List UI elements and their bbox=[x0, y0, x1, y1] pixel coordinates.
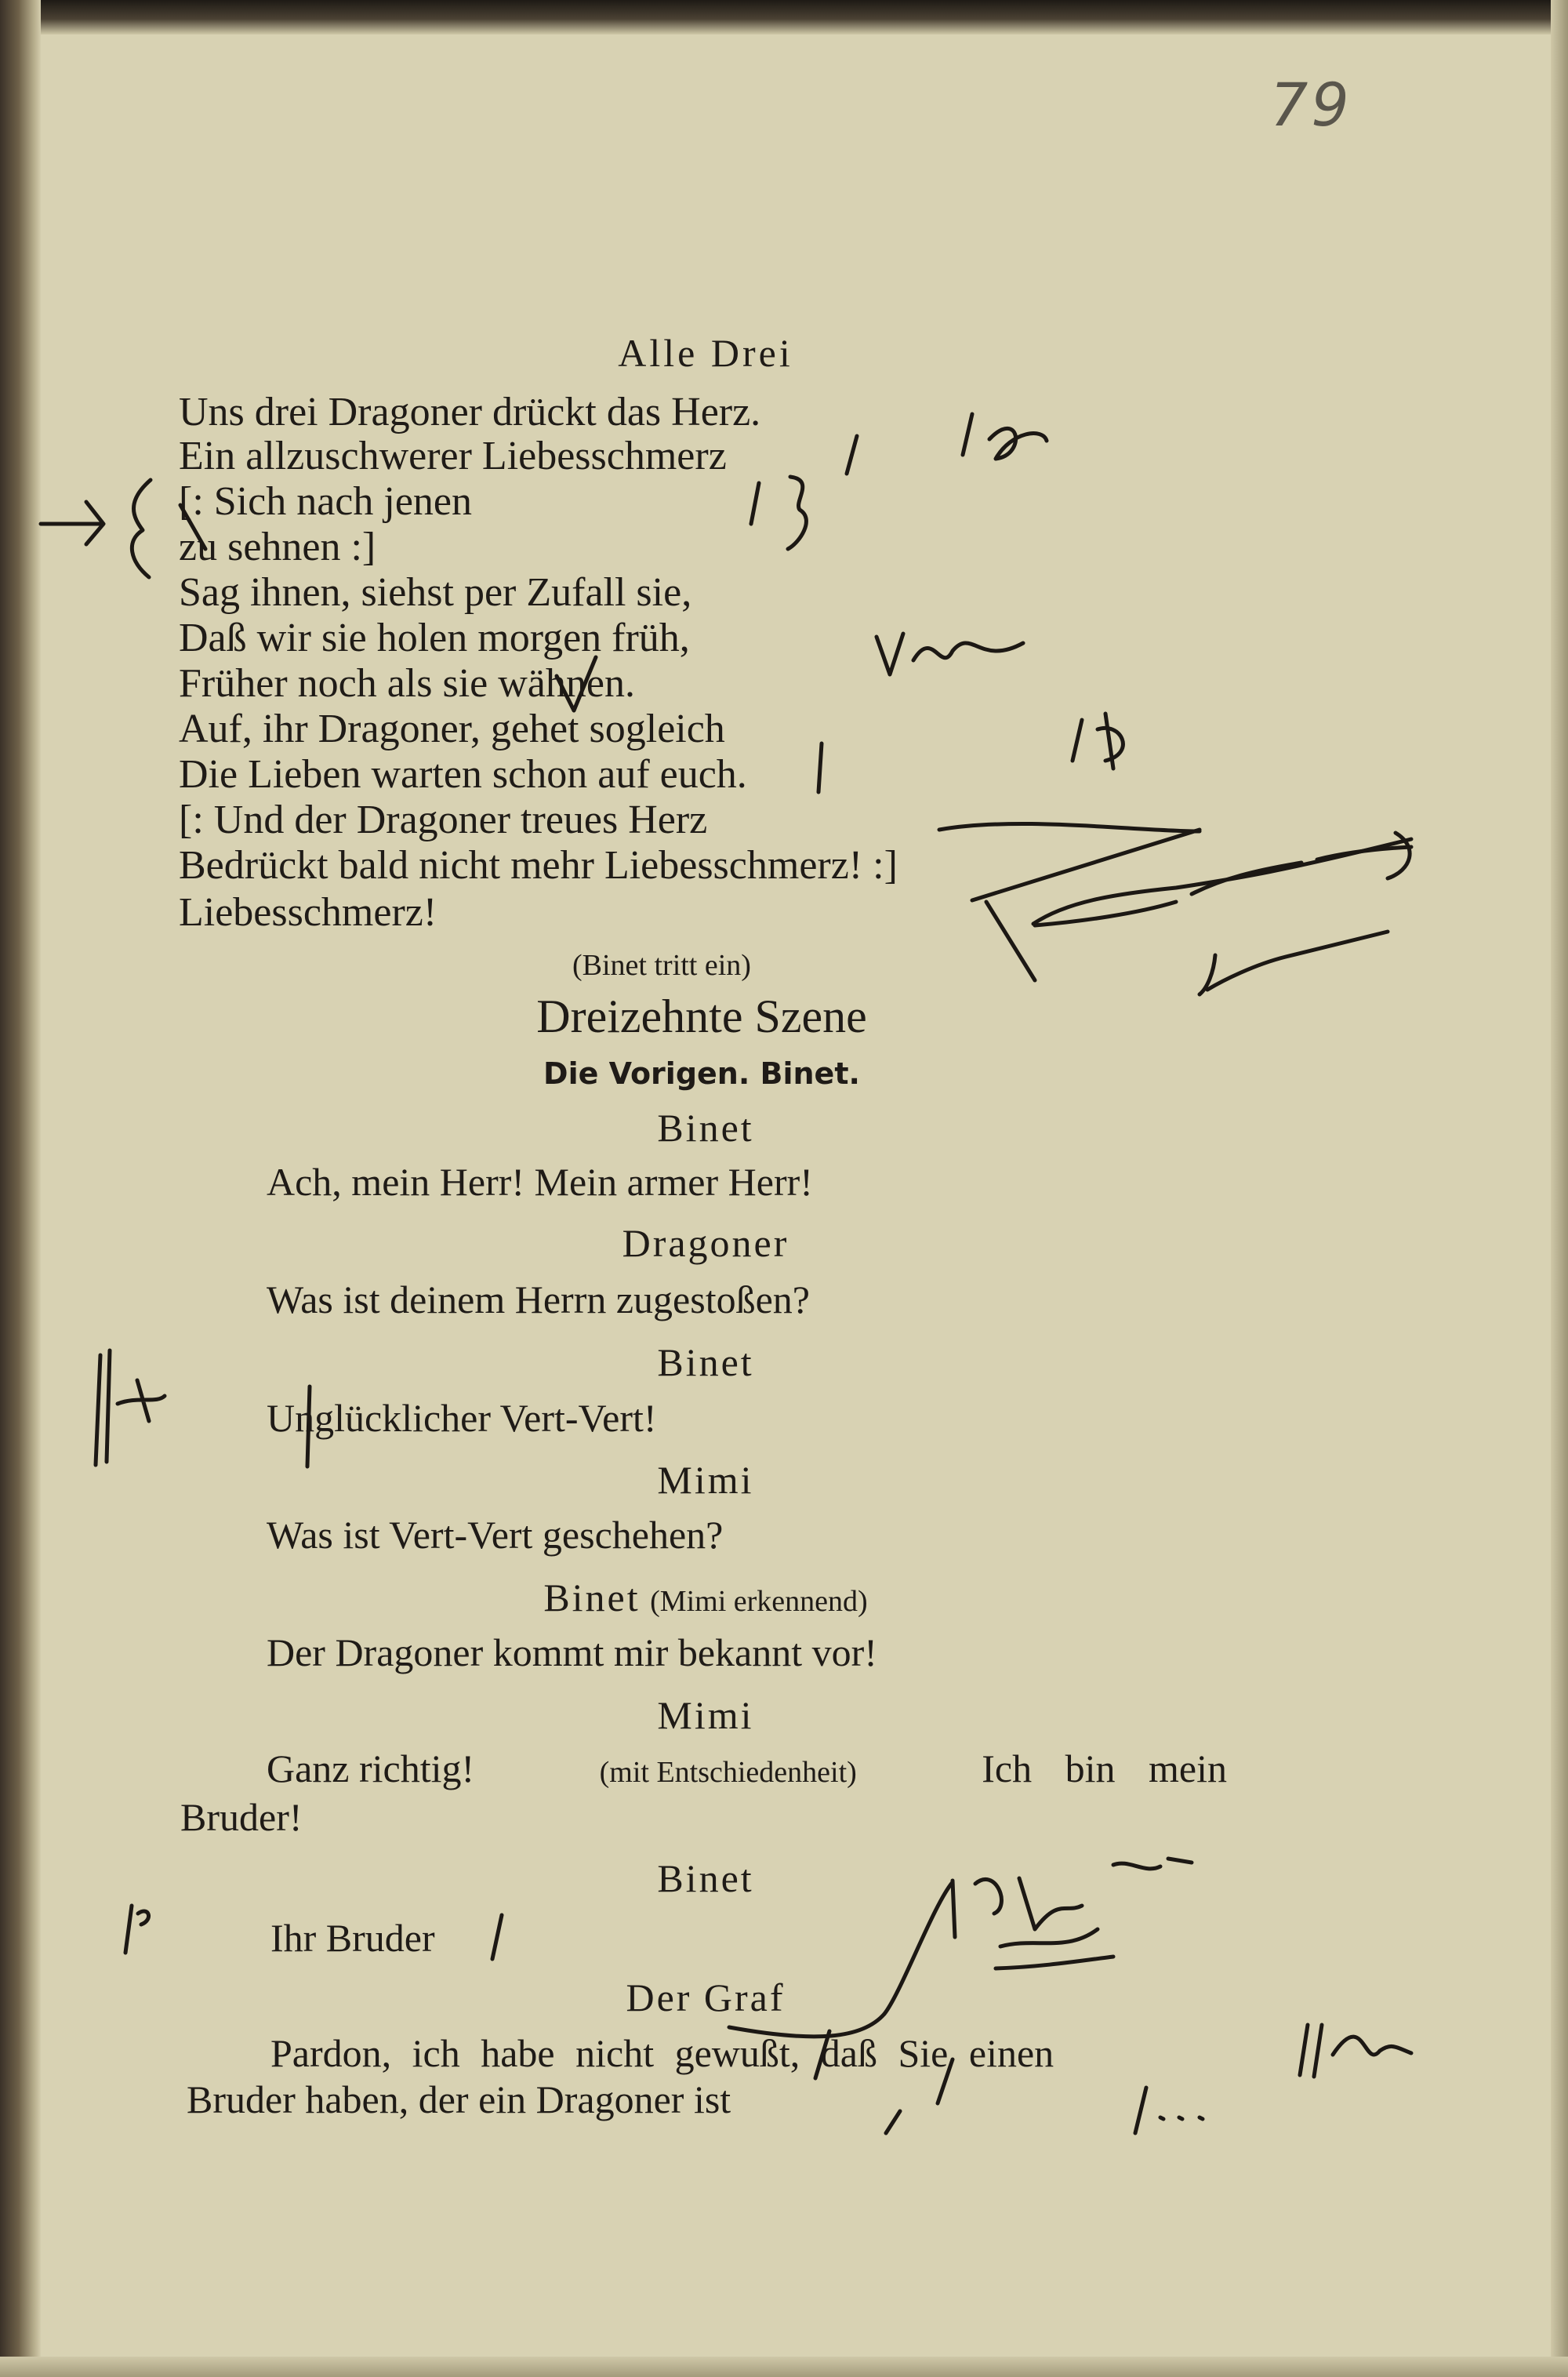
page-top-shadow bbox=[0, 0, 1568, 35]
dialogue-text: Ganz richtig! bbox=[267, 1746, 475, 1790]
verse-line: Bedrückt bald nicht mehr Liebesschmerz! :] bbox=[179, 843, 898, 888]
dialogue-continuation: Bruder! bbox=[180, 1795, 303, 1839]
dialogue-line: Was ist Vert-Vert geschehen? bbox=[267, 1513, 724, 1557]
dialogue-continuation: Bruder haben, der ein Dragoner ist bbox=[187, 2077, 731, 2121]
verse-line: Ein allzuschwerer Liebesschmerz bbox=[179, 434, 727, 478]
dialogue-line: Ihr Bruder bbox=[270, 1916, 435, 1960]
dialogue-text: Ich bin mein bbox=[982, 1746, 1227, 1790]
verse-line: Daß wir sie holen morgen früh, bbox=[179, 616, 690, 660]
stage-direction: (Binet tritt ein) bbox=[572, 949, 751, 982]
verse-line: Auf, ihr Dragoner, gehet sogleich bbox=[179, 707, 725, 751]
speaker-name: Binet bbox=[657, 1106, 754, 1150]
page-right-edge bbox=[1551, 0, 1568, 2377]
speaker-name: Binet bbox=[543, 1576, 641, 1619]
verse-line: zu sehnen :] bbox=[179, 525, 376, 569]
stage-direction: (Mimi erkennend) bbox=[650, 1585, 868, 1618]
verse-line: [: Und der Dragoner treues Herz bbox=[179, 798, 708, 842]
dialogue-line bbox=[267, 1746, 1227, 1790]
scene-title: Dreizehnte Szene bbox=[536, 990, 867, 1042]
verse-line: Früher noch als sie wähnen. bbox=[179, 661, 635, 706]
verse-line: Sag ihnen, siehst per Zufall sie, bbox=[179, 570, 692, 615]
verse-speaker: Alle Drei bbox=[618, 331, 793, 375]
verse-line: Uns drei Dragoner drückt das Herz. bbox=[179, 390, 761, 434]
speaker-name: Mimi bbox=[657, 1458, 754, 1502]
dialogue-line: Pardon, ich habe nicht gewußt, daß Sie einen bbox=[270, 2031, 1054, 2075]
verse-line: Die Lieben warten schon auf euch. bbox=[179, 752, 747, 797]
verse-line: Liebesschmerz! bbox=[179, 890, 437, 935]
dialogue-line: Der Dragoner kommt mir bekannt vor! bbox=[267, 1630, 877, 1674]
page-bottom-edge bbox=[0, 2357, 1568, 2377]
scene-cast: Die Vorigen. Binet. bbox=[543, 1056, 860, 1091]
book-gutter-shadow bbox=[0, 0, 41, 2377]
speaker-name: Binet bbox=[657, 1856, 754, 1900]
page-number: 79 bbox=[1270, 70, 1352, 140]
stage-direction: (mit Entschiedenheit) bbox=[599, 1756, 857, 1789]
dialogue-line: Unglücklicher Vert-Vert! bbox=[267, 1396, 657, 1440]
dialogue-line: Ach, mein Herr! Mein armer Herr! bbox=[267, 1160, 813, 1204]
speaker-name: Dragoner bbox=[622, 1221, 789, 1265]
speaker-name: Binet bbox=[657, 1340, 754, 1384]
verse-line: [: Sich nach jenen bbox=[179, 479, 472, 524]
speaker-name: Mimi bbox=[657, 1693, 754, 1737]
speaker-name: Der Graf bbox=[626, 1975, 786, 2019]
dialogue-line: Was ist deinem Herrn zugestoßen? bbox=[267, 1278, 810, 1321]
speaker-with-direction bbox=[314, 1578, 1098, 1617]
margin-arrow-mark bbox=[41, 480, 151, 577]
